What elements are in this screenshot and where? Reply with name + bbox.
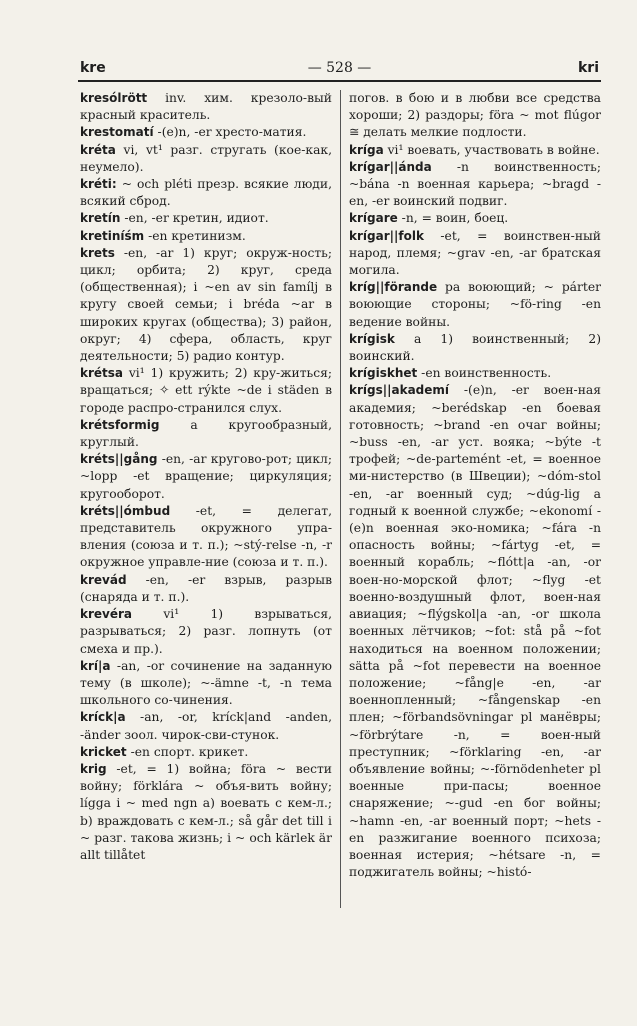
entry-definition: vi¹ 1) кружить; 2) кру-житься; вращаться; ✧ ett rýkte ~de i städen в городе распро-странился слух. [80, 366, 332, 415]
dictionary-entry [349, 331, 601, 365]
dictionary-entry [80, 365, 332, 417]
entry-definition: a кругообразный, круглый. [80, 417, 332, 450]
dictionary-entry [349, 228, 601, 280]
entry-definition: -en, -er кретин, идиот. [120, 211, 269, 226]
entry-headword: kretiníśm [80, 228, 145, 243]
header-left-guide-word: kre [80, 60, 106, 76]
entry-definition: -en, -ar 1) круг; окруж-ность; цикл; орбита; 2) круг, среда (общественная); i ~en av sin famílj в кругу своей семьи; i bréda ~ar в широких кругах (общества); 3) район, округ; 4) сфера, область, круг деятельности; 5) радио контур. [80, 245, 332, 364]
entry-definition: -en, -ar кругово-рот; цикл; ~lopp -et вращение; циркуляция; кругооборот. [80, 452, 332, 501]
dictionary-entry [80, 503, 332, 572]
entry-headword: kríck|a [80, 710, 126, 725]
dictionary-entry [80, 761, 332, 864]
dictionary-entry [80, 142, 332, 176]
dictionary-entry [80, 606, 332, 658]
entry-definition: -en кретинизм. [144, 228, 246, 243]
dictionary-entry [80, 124, 332, 141]
entry-definition: -an, -or, kríck|and -anden, -änder зоол. чирок-сви-стунок. [80, 710, 332, 742]
dictionary-entry [80, 658, 332, 710]
entry-definition: pa воюющий; ~ párter воюющие стороны; ~fö-ring -en ведение войны. [349, 280, 601, 329]
dictionary-entry [349, 382, 601, 881]
entry-headword: krétsformig [80, 417, 160, 432]
entry-headword: krígiskhet [349, 366, 418, 381]
entry-headword: kríga [349, 142, 384, 157]
dictionary-entry [349, 365, 601, 382]
dictionary-entry [80, 245, 332, 365]
entry-definition: -en, -er взрыв, разрыв (снаряда и т. п.). [80, 572, 332, 604]
dictionary-entry [349, 142, 601, 159]
entry-headword: kríg||förande [349, 280, 438, 295]
entry-definition: -et, = воинствен-ный народ, племя; ~grav -en, -ar братская могила. [349, 228, 601, 278]
entry-definition: vi¹ воевать, участвовать в войне. [383, 142, 600, 157]
entry-headword: krig [80, 761, 107, 776]
entry-headword: krígs||akademí [349, 383, 450, 398]
entry-definition: -en воинственность. [417, 366, 552, 381]
entry-definition: -en спорт. крикет. [126, 744, 249, 759]
entry-definition: -an, -or сочинение на заданную тему (в школе); ~-ämne -t, -n тема школьного со-чинения. [80, 658, 332, 708]
entry-definition: inv. хим. крезоло-вый красный краситель. [80, 91, 332, 123]
entry-headword: kréti: [80, 177, 117, 192]
page-number: — 528 — [307, 60, 372, 76]
dictionary-entry [80, 210, 332, 227]
entry-definition: -(e)n, -er воен-ная академия; ~berédskap -en боевая готовность; ~brand -en очаг войны; ~buss -en, -ar уст. вояка; ~býte -t трофей; ~de-partemént -et, = военное ми-нистерство (в Швеции); ~dóm-stol -en, -ar военный суд; ~dúg-lig a годный к военной службе; ~ekonomí -(e)n военная эко-номика; ~fára -n опасность войны; ~fártyg -et, = военный корабль; ~flótt|a -an, -or воен-но-морской флот; ~flyg -et военно-воздушный флот, воен-ная авиация; ~flýgskol|a -an, -or школа военных лётчиков; ~fot: stå på ~fot находиться на военном положении; sätta på ~fot перевести на военное положение; ~fång|e -en, -ar военнопленный; ~fångenskap -en плен; ~förbandsövningar pl манёвры; ~förbrýtare -n, = воен-ный преступник; ~förklaring -en, -ar объявление войны; ~-förnödenheter pl военные при-пасы; военное снаряжение; ~-gud -en бог войны; ~hamn -en, -ar военный порт; ~hets -en разжигание военного психоза; военная истерия; ~hétsare -n, = поджигатель войны; ~histó- [349, 383, 601, 880]
entry-definition: a 1) воинственный; 2) воинский. [349, 331, 601, 364]
entry-headword: krevád [80, 572, 127, 587]
entry-headword: krétsa [80, 366, 124, 381]
dictionary-entry [349, 210, 601, 227]
entry-headword: krevéra [80, 607, 133, 622]
column-divider [340, 90, 341, 908]
dictionary-entry [80, 417, 332, 451]
entry-headword: krestomatí [80, 125, 154, 140]
entry-headword: krígar||ánda [349, 159, 432, 174]
dictionary-entry [80, 709, 332, 743]
entry-definition: -(e)n, -er хресто-матия. [153, 125, 307, 140]
entry-headword: krígare [349, 211, 398, 226]
entry-headword: kricket [80, 744, 127, 759]
entry-definition: vi¹ 1) взрываться, разрываться; 2) разг. лопнуть (от смеха и пр.). [80, 607, 332, 656]
entry-headword: kresólrött [80, 91, 148, 105]
entry-definition: ~ och pléti презр. всякие люди, всякий сброд. [80, 177, 332, 209]
dictionary-entry [80, 451, 332, 503]
entry-headword: krí|a [80, 658, 111, 673]
dictionary-entry [349, 279, 601, 331]
entry-headword: krets [80, 245, 115, 260]
dictionary-entry [349, 159, 601, 211]
entry-definition: -n воинственность; ~bána -n военная карьера; ~bragd -en, -er воинский подвиг. [349, 159, 601, 209]
page-header [80, 58, 599, 80]
entry-headword: kréts||gång [80, 452, 158, 467]
header-right-guide-word: kri [577, 60, 599, 76]
dictionary-entry [80, 744, 332, 761]
entry-headword: krígisk [349, 331, 395, 346]
entry-definition: погов. в бою и в любви все средства хороши; 2) раздоры; föra ~ mot flúgor ≅ делать мелкие подлости. [349, 91, 601, 140]
entry-definition: -et, = 1) война; föra ~ вести войну; förklára ~ объя-вить войну; lígga i ~ med ngn a) воевать с кем-л.; b) враждовать с кем-л.; så går det till i ~ разг. такова жизнь; i ~ och kärlek är allt tillåtet [80, 761, 332, 862]
dictionary-entry [80, 572, 332, 606]
dictionary-entry [349, 90, 601, 142]
dictionary-entry [80, 90, 332, 124]
entry-headword: krígar||folk [349, 228, 424, 243]
entry-definition: -et, = делегат, представитель окружного упра-вления (союза и т. п.); ~stý-relse -n, -r окружное управле-ние (союза и т. п.). [80, 503, 332, 570]
entry-headword: kretín [80, 211, 121, 226]
right-column [349, 90, 601, 881]
entry-headword: kréta [80, 142, 116, 157]
entry-definition: -n, = воин, боец. [397, 211, 509, 226]
dictionary-entry [80, 228, 332, 245]
left-column [80, 90, 332, 864]
dictionary-entry [80, 176, 332, 210]
entry-definition: vi, vt¹ разг. стругать (кое-как, неумело). [80, 142, 332, 174]
header-rule [78, 80, 601, 82]
entry-headword: kréts||ómbud [80, 503, 171, 518]
